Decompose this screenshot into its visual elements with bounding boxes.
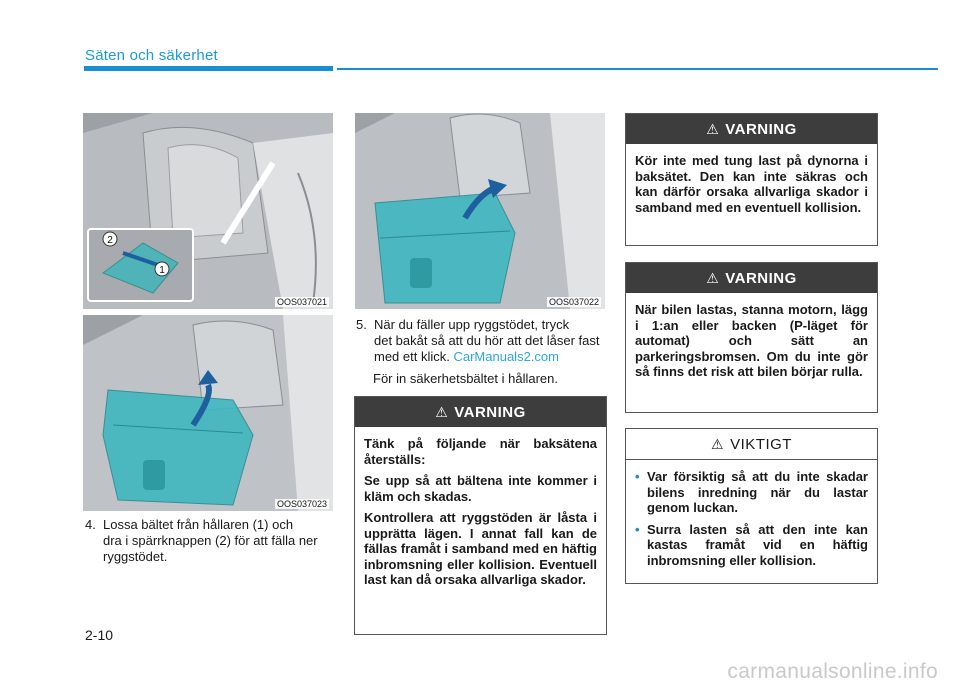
image-code: OOS037022: [548, 297, 599, 307]
step-text-body: det bakåt så att du hör att det låser fast med ett klick.: [374, 333, 600, 364]
image-code: OOS037021: [276, 297, 327, 307]
warning-paragraph: Tänk på följande när baksätena återställs:: [364, 436, 597, 467]
image-code: OOS037023: [276, 499, 327, 509]
warning-box-loading: [625, 262, 878, 413]
warning-paragraph: Kontrollera att ryggstöden är låsta i upprätta lägen. I annat fall kan de fällas framåt i samband med en häftig inbromsning eller kollision. Eventuell last kan då orsaka allvarliga skador.: [364, 510, 597, 587]
instruction-step-4: [85, 517, 335, 565]
notice-title: VIKTIGT: [730, 436, 792, 453]
step-text-cont: dra i spärrknappen (2) för att fälla ner ryggstödet.: [103, 533, 318, 564]
warning-box-heavy-load: [625, 113, 878, 246]
callout-one: 1: [159, 265, 165, 276]
step-text-cont: [356, 333, 608, 365]
warning-body: [355, 427, 606, 596]
photo-seat-release-illustration: [83, 113, 333, 309]
warning-header: [626, 263, 877, 293]
photo-seat-raise: [355, 113, 605, 309]
warning-title: VARNING: [454, 404, 526, 421]
warning-title: VARNING: [725, 121, 797, 138]
footer-watermark: carmanualsonline.info: [727, 660, 938, 683]
warning-paragraph: Kör inte med tung last på dynorna i baksätet. Den kan inte säkras och kan därför orsaka allvarliga skador i samband med en eventuell kollision.: [635, 153, 868, 215]
notice-body: [626, 460, 877, 582]
step-text-line1: När du fäller upp ryggstödet, tryck: [374, 317, 570, 332]
caution-triangle-icon: ⚠: [711, 436, 725, 452]
warning-header: [626, 114, 877, 144]
notice-box-important: [625, 428, 878, 584]
instruction-step-5: [356, 317, 608, 365]
header-rule-thin: [337, 68, 938, 70]
warning-header: [355, 397, 606, 427]
step-number: 5.: [356, 317, 367, 332]
step-number: 4.: [85, 517, 96, 532]
warning-body: [626, 293, 877, 388]
warning-box-seat-restore: [354, 396, 607, 635]
warning-triangle-icon: ⚠: [706, 270, 720, 286]
notice-list: [635, 469, 868, 568]
warning-body: [626, 144, 877, 223]
step-text-line1: Lossa bältet från hållaren (1) och: [103, 517, 294, 532]
header-rule-thick: [84, 66, 333, 71]
notice-bullet: • Var försiktig så att du inte skadar bilens inredning när du lastar genom luckan.: [635, 469, 868, 516]
warning-triangle-icon: ⚠: [706, 121, 720, 137]
watermark-inline: CarManuals2.com: [453, 349, 559, 364]
callout-two: 2: [107, 235, 113, 246]
warning-title: VARNING: [725, 270, 797, 287]
photo-seat-release: [83, 113, 333, 309]
notice-header: [626, 429, 877, 460]
section-title: Säten och säkerhet: [85, 47, 218, 64]
photo-seat-raise-illustration: [355, 113, 605, 309]
page-number: 2-10: [85, 627, 114, 643]
warning-paragraph: När bilen lastas, stanna motorn, lägg i 1:an eller backen (P-läget för automat) och sätt an parkeringsbromsen. Om du inte gör så finns det risk att bilen börjar rulla.: [635, 302, 868, 379]
photo-seat-folded: [83, 315, 333, 511]
notice-bullet: • Surra lasten så att den inte kan kastas framåt vid en häftig inbromsning eller kollision.: [635, 522, 868, 569]
warning-paragraph: Se upp så att bältena inte kommer i kläm och skadas.: [364, 473, 597, 504]
instruction-step-5-sub: För in säkerhetsbältet i hållaren.: [373, 371, 558, 386]
photo-seat-folded-illustration: [83, 315, 333, 511]
warning-triangle-icon: ⚠: [435, 404, 449, 420]
